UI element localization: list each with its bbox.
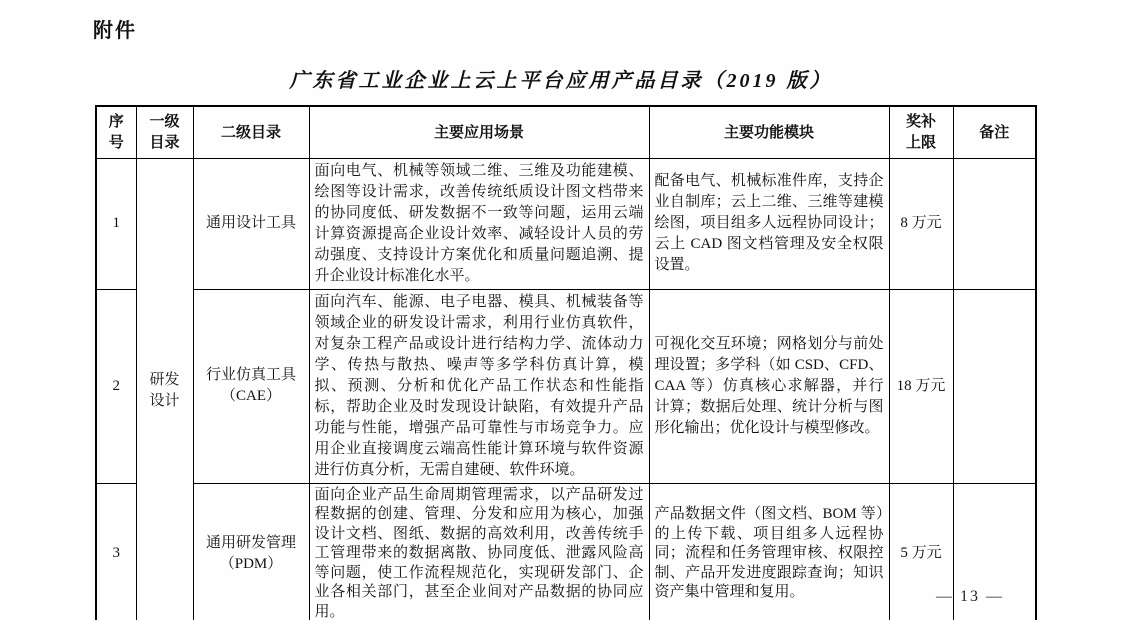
level2-name: 行业仿真工具 — [205, 367, 296, 383]
column-header-index-label: 序号 — [108, 113, 124, 152]
column-header-level2: 二级目录 — [193, 106, 309, 158]
cell-level1-group — [136, 158, 193, 620]
column-header-award — [889, 106, 953, 158]
table-row — [96, 158, 1036, 289]
document-title: 广东省工业企业上云上平台应用产品目录（2019 版） — [289, 70, 833, 92]
title-container — [0, 64, 1122, 93]
cell-index-2: 2 — [96, 289, 136, 483]
cell-index-3: 3 — [96, 483, 136, 620]
page-number: — 13 — — [936, 588, 1004, 605]
cell-modules-2: 可视化交互环境；网格划分与前处理设置；多学科（如 CSD、CFD、CAA 等）仿真核心求解器，并行计算；数据后处理、统计分析与图形化输出；优化设计与模型修改。 — [649, 289, 889, 483]
attachment-label: 附件 — [93, 20, 137, 42]
level2-name: 通用设计工具 — [205, 215, 296, 231]
level2-abbr: （CAE） — [220, 388, 281, 404]
column-header-level1-label: 一级目录 — [149, 113, 180, 152]
cell-modules-1: 配备电气、机械标准件库，支持企业自制库；云上二维、三维等建模绘图，项目组多人远程协同设计；云上 CAD 图文档管理及安全权限设置。 — [649, 158, 889, 289]
column-header-remark: 备注 — [953, 106, 1036, 158]
column-header-award-label: 奖补上限 — [905, 113, 936, 152]
cell-level2-1 — [193, 158, 309, 289]
cell-remark-1 — [953, 158, 1036, 289]
column-header-index — [96, 106, 136, 158]
cell-scenario-1: 面向电气、机械等领域二维、三维及功能建模、绘图等设计需求，改善传统纸质设计图文档带来的协同度低、研发数据不一致等问题，运用云端计算资源提高企业设计效率、减轻设计人员的劳动强度、支持设计方案优化和质量问题追溯、提升企业设计标准化水平。 — [309, 158, 649, 289]
column-header-scenario: 主要应用场景 — [309, 106, 649, 158]
column-header-modules: 主要功能模块 — [649, 106, 889, 158]
column-header-level1 — [136, 106, 193, 158]
level2-name: 通用研发管理 — [205, 534, 296, 551]
cell-modules-3: 产品数据文件（图文档、BOM 等）的上传下载、项目组多人远程协同；流程和任务管理审核、权限控制、产品开发进度跟踪查询；知识资产集中管理和复用。 — [649, 483, 889, 620]
level2-abbr: （PDM） — [219, 555, 283, 572]
table-row — [96, 483, 1036, 620]
cell-scenario-3: 面向企业产品生命周期管理需求，以产品研发过程数据的创建、管理、分发和应用为核心，加强设计文档、图纸、数据的高效利用，改善传统手工管理带来的数据离散、协同度低、泄露风险高等问题，使工作流程规范化，实现研发部门、企业各相关部门，甚至企业间对产品数据的协同应用。 — [309, 483, 649, 620]
cell-index-1: 1 — [96, 158, 136, 289]
product-catalog-table — [95, 105, 1037, 620]
cell-level2-3 — [193, 483, 309, 620]
cell-scenario-2: 面向汽车、能源、电子电器、模具、机械装备等领域企业的研发设计需求，利用行业仿真软件，对复杂工程产品或设计进行结构力学、流体动力学、传热与散热、噪声等多学科仿真计算，模拟、预测、分析和优化产品工作状态和性能指标，帮助企业及时发现设计缺陷，有效提升产品功能与性能，增强产品可靠性与市场竞争力。应用企业直接调度云端高性能计算环境与软件资源进行仿真分析，无需自建硬、软件环境。 — [309, 289, 649, 483]
table-header-row — [96, 106, 1036, 158]
cell-award-1: 8 万元 — [889, 158, 953, 289]
cell-remark-2 — [953, 289, 1036, 483]
cell-award-3: 5 万元 — [889, 483, 953, 620]
table-row — [96, 289, 1036, 483]
cell-level2-2 — [193, 289, 309, 483]
level1-group-label: 研发设计 — [149, 372, 180, 410]
cell-award-2: 18 万元 — [889, 289, 953, 483]
